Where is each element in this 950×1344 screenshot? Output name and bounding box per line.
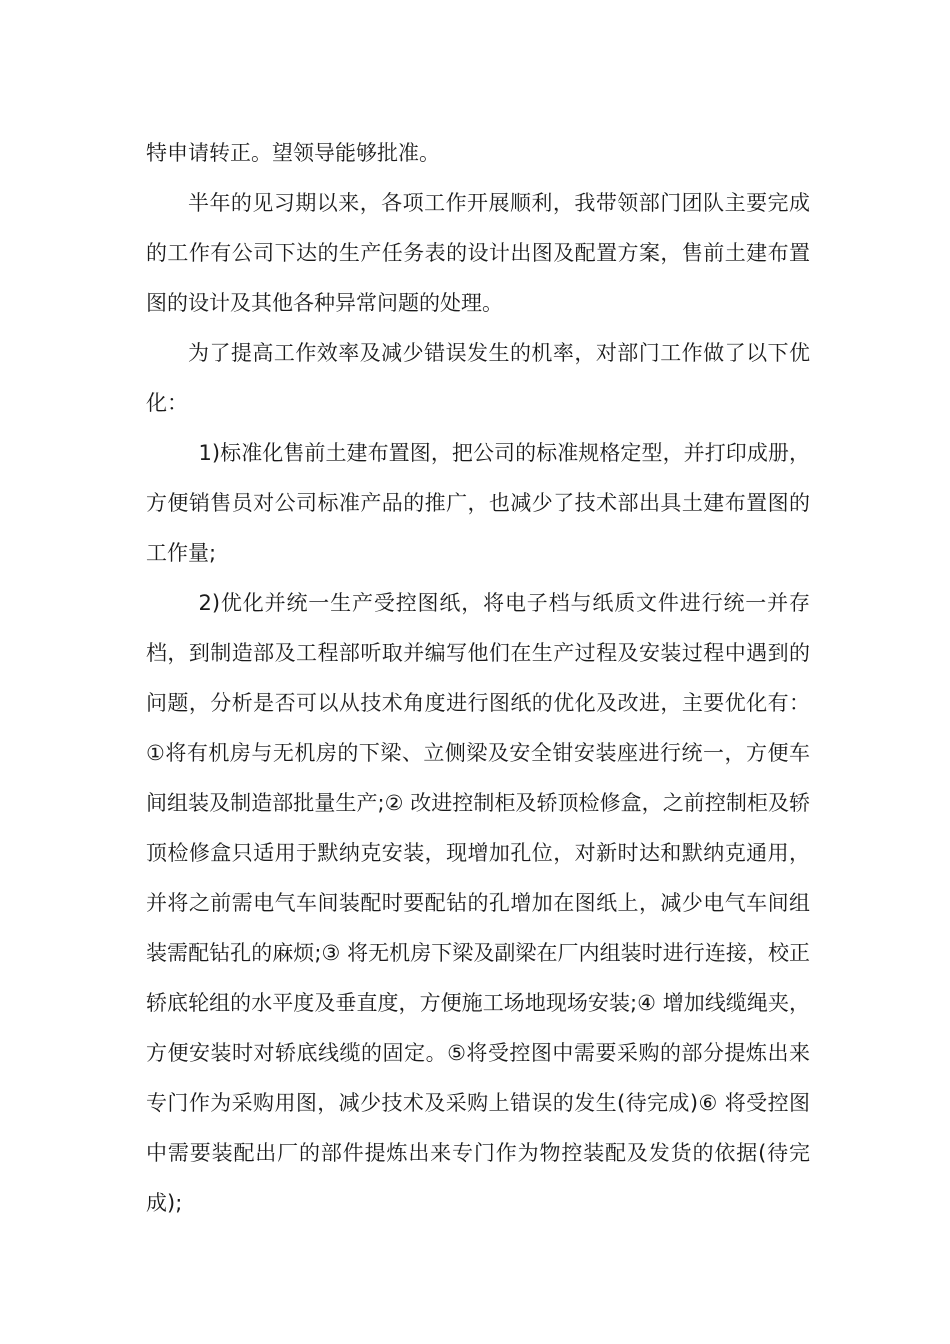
paragraph-optimization-intro: 为了提高工作效率及减少错误发生的机率，对部门工作做了以下优化： [146,341,810,415]
paragraph-item-1: 1)标准化售前土建布置图，把公司的标准规格定型，并打印成册，方便销售员对公司标准产品的推广，也减少了技术部出具土建布置图的工作量; [146,441,810,565]
paragraph-continuation: 特申请转正。望领导能够批准。 [146,141,440,165]
paragraph-item-2: 2)优化并统一生产受控图纸，将电子档与纸质文件进行统一并存档，到制造部及工程部听取并编写他们在生产过程及安装过程中遇到的问题，分析是否可以从技术角度进行图纸的优化及改进，主要优化有：①将有机房与无机房的下梁、立侧梁及安全钳安装座进行统一，方便车间组装及制造部批量生产;② 改进控制柜及轿顶检修盒，之前控制柜及轿顶检修盒只适用于默纳克安装，现增加孔位，对新时达和默纳克通用，并将之前需电气车间装配时要配钻的孔增加在图纸上，减少电气车间组装需配钻孔的麻烦;③ 将无机房下梁及副梁在厂内组装时进行连接，校正轿底轮组的水平度及垂直度，方便施工场地现场安装;④ 增加线缆绳夹，方便安装时对轿底线缆的固定。⑤将受控图中需要采购的部分提炼出来专门作为采购用图，减少技术及采购上错误的发生(待完成)⑥ 将受控图中需要装配出厂的部件提炼出来专门作为物控装配及发货的依据(待完成); [146,591,810,1215]
paragraph-work-summary: 半年的见习期以来，各项工作开展顺利，我带领部门团队主要完成的工作有公司下达的生产任务表的设计出图及配置方案，售前土建布置图的设计及其他各种异常问题的处理。 [146,191,810,315]
document-body [146,128,810,1228]
